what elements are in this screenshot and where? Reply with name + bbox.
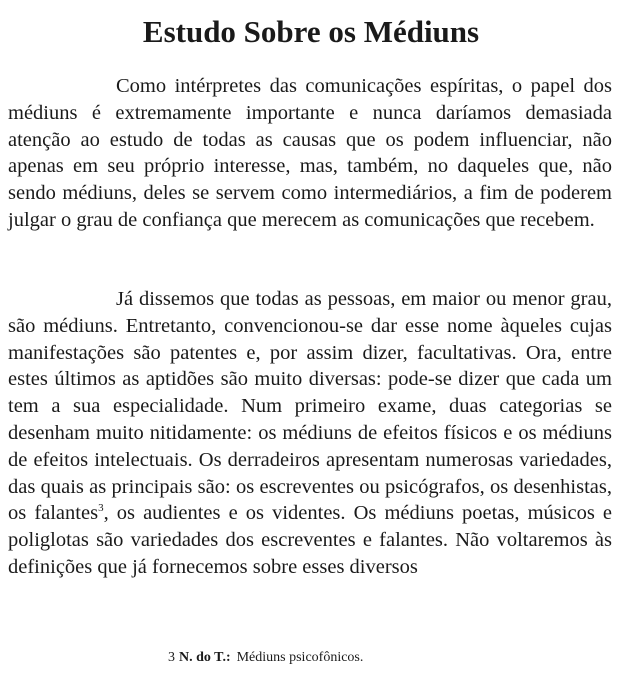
footnote-text: Médiuns psicofônicos. [236, 650, 364, 665]
footnote-label: N. do T.: [179, 650, 231, 665]
paragraph-2-text-end: , os audientes e os videntes. Os médiuns poetas, músicos e poliglotas são variedades dos escreventes e falantes. Não voltaremos às definições que já fornecemos sobre esses diversos [8, 502, 612, 578]
footnote [168, 649, 363, 667]
page-title: Estudo Sobre os Médiuns [142, 14, 480, 49]
paragraph-1: Como intérpretes das comunicações espíritas, o papel dos médiuns é extremamente importante e nunca daríamos demasiada atenção ao estudo de todas as causas que os podem influenciar, não apenas em seu próprio interesse, mas, também, no daqueles que, não sendo médiuns, deles se servem como intermediários, a fim de poderem julgar o grau de confiança que merecem as comunicações que recebem. [8, 75, 612, 231]
footnote-number: 3 [168, 650, 175, 665]
footnote-reference: 3 [98, 502, 104, 515]
paragraph-2-text-start: Já dissemos que todas as pessoas, em maior ou menor grau, são médiuns. Entretanto, convencionou-se dar esse nome àqueles cujas manifestações são patentes e, por assim dizer, facultativas. Ora, entre estes últimos as aptidões são muito diversas: pode-se dizer que cada um tem a sua especialidade. Num primeiro exame, duas categorias se desenham muito nitidamente: os médiuns de efeitos físicos e os médiuns de efeitos intelectuais. Os derradeiros apresentam numerosas variedades, das quais as principais são: os escreventes ou psicógrafos, os desenhistas, os falantes [8, 288, 612, 525]
paragraph-2 [8, 286, 612, 581]
